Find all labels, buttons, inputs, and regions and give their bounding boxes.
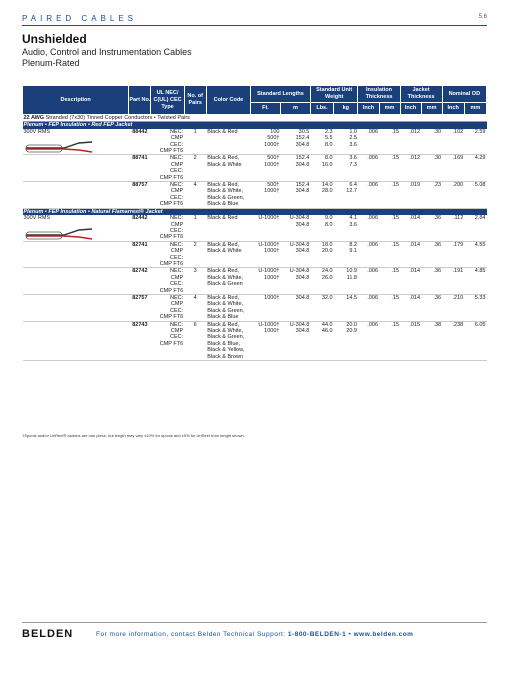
- od-inch: .102: [442, 129, 464, 155]
- nec-type-line: CMP FT6: [159, 287, 184, 294]
- weight-kg-line: 3.6: [349, 155, 357, 162]
- weight-kg-line: 4.1: [349, 215, 357, 222]
- col-jacket-thick: Jacket Thickness: [400, 86, 442, 103]
- weight-lbs-line: 2.3: [324, 128, 333, 135]
- jacket-inch: .015: [400, 321, 421, 360]
- length-ft: [251, 268, 281, 295]
- nec-type-line: CMP FT6: [159, 148, 184, 155]
- color-code: [206, 241, 250, 268]
- col-no-pairs: No. of Pairs: [184, 86, 206, 115]
- nec-type-line: CMP: [170, 188, 184, 195]
- od-inch: .179: [442, 241, 464, 268]
- insulation-inch: .006: [358, 182, 379, 209]
- pair-count: 6: [184, 321, 206, 360]
- page-title: Unshielded: [22, 32, 87, 46]
- weight-lbs-line: 14.0: [321, 182, 333, 189]
- weight-lbs: [310, 268, 333, 295]
- unit-ins-mm: mm: [379, 103, 400, 115]
- footer-contact: [96, 631, 413, 638]
- nec-type-line: CEC:: [170, 168, 184, 175]
- weight-lbs-line: 46.0: [321, 328, 333, 334]
- color-code-line: Black & Blue,: [207, 340, 240, 347]
- support-phone: 1-800-BELDEN-1: [287, 631, 347, 638]
- color-code-line: Black & Red,: [207, 155, 240, 162]
- nec-type-line: CEC:: [170, 141, 184, 148]
- unit-od-mm: mm: [464, 103, 486, 115]
- table-row: [23, 241, 487, 268]
- pair-count: 1: [184, 129, 206, 155]
- insulation-mm: .15: [379, 321, 400, 360]
- jacket-inch: .014: [400, 268, 421, 295]
- spec-body: [23, 115, 487, 361]
- color-code-line: Black & White,: [207, 188, 244, 195]
- nec-type-line: NEC:: [170, 215, 184, 222]
- length-ft-line: 500†: [267, 135, 280, 142]
- unit-od-inch: Inch: [442, 103, 464, 115]
- length-ft: [251, 129, 281, 155]
- col-color-code: Color Code: [206, 86, 250, 115]
- part-number: 82743: [129, 321, 151, 360]
- col-std-lengths: Standard Lengths: [251, 86, 311, 103]
- weight-kg: [334, 215, 358, 241]
- section-title: PAIRED CABLES: [22, 14, 137, 23]
- insulation-inch: .006: [358, 155, 379, 182]
- color-code-line: Black & White: [207, 248, 242, 255]
- weight-lbs: [310, 155, 333, 182]
- nec-type-line: CEC:: [170, 281, 184, 288]
- weight-lbs: [310, 241, 333, 268]
- jacket-inch: .012: [400, 129, 421, 155]
- nec-type-line: CMP: [170, 248, 184, 255]
- weight-lbs-line: 9.0: [324, 215, 333, 222]
- contact-separator: •: [346, 631, 354, 638]
- table-row: [23, 321, 487, 360]
- contact-text: For more information, contact Belden Technical Support:: [96, 631, 288, 638]
- weight-kg-line: 10.9: [346, 268, 357, 275]
- nec-type-line: CMP: [170, 328, 184, 334]
- length-m-line: 304.8: [295, 141, 310, 148]
- insulation-inch: .006: [358, 321, 379, 360]
- color-code-line: Black & Red,: [207, 241, 240, 248]
- color-code-line: Black & Red,: [207, 321, 240, 328]
- od-inch: .200: [442, 182, 464, 209]
- length-ft: [251, 294, 281, 321]
- cable-illustration-icon: [24, 225, 94, 241]
- col-ul-nec: UL NEC/ C(UL) CEC Type: [151, 86, 184, 115]
- footer-rule: [22, 622, 487, 623]
- jacket-inch: .014: [400, 241, 421, 268]
- section-header: [23, 208, 487, 215]
- length-ft-line: 500†: [267, 182, 280, 189]
- subtitle-2: Plenum-Rated: [22, 58, 80, 68]
- jacket-mm: .30: [421, 129, 442, 155]
- nec-type-line: CMP: [170, 301, 184, 308]
- weight-lbs: [310, 182, 333, 209]
- weight-kg-line: 1.0: [349, 128, 357, 135]
- insulation-mm: .15: [379, 215, 400, 241]
- col-part-no: Part No.: [129, 86, 151, 115]
- section-title-cell: Plenum • FEP Insulation • Red FEP Jacket: [23, 122, 487, 129]
- description-cell: [23, 215, 129, 241]
- nec-type-line: CEC:: [170, 334, 184, 341]
- jacket-inch: .014: [400, 215, 421, 241]
- nec-type-line: CMP: [170, 135, 184, 142]
- pair-count: 3: [184, 268, 206, 295]
- nec-type: [151, 294, 184, 321]
- pair-count: 4: [184, 294, 206, 321]
- color-code-line: Black & Yellow,: [207, 347, 245, 354]
- weight-kg: [334, 321, 358, 360]
- weight-kg-line: 12.7: [346, 188, 357, 195]
- weight-lbs-line: 26.0: [321, 274, 333, 281]
- nec-type: [151, 241, 184, 268]
- website-link[interactable]: www.belden.com: [353, 631, 414, 638]
- length-ft-line: U-1000†: [258, 241, 280, 248]
- color-code-line: Black & Green,: [207, 307, 245, 314]
- description-cell: [23, 129, 129, 155]
- nec-type-line: CMP FT6: [159, 314, 184, 321]
- unit-jac-mm: mm: [421, 103, 442, 115]
- length-m: [280, 241, 310, 268]
- subtitle-1: Audio, Control and Instrumentation Cables: [22, 47, 192, 57]
- weight-kg: [334, 129, 358, 155]
- nec-type-line: NEC:: [170, 155, 184, 162]
- weight-lbs-line: 16.0: [321, 161, 333, 168]
- length-m-line: U-304.8: [289, 268, 310, 275]
- insulation-inch: .006: [358, 215, 379, 241]
- insulation-mm: .15: [379, 155, 400, 182]
- nec-type-line: CMP FT6: [159, 174, 184, 181]
- color-code-line: Black & Blue: [207, 314, 239, 321]
- length-m-line: 30.5: [298, 128, 310, 135]
- pair-count: 1: [184, 215, 206, 241]
- weight-kg-line: 7.3: [349, 161, 357, 168]
- length-m-line: U-304.8: [289, 215, 310, 222]
- length-m: [280, 129, 310, 155]
- weight-lbs-line: 18.0: [321, 241, 333, 248]
- table-row: [23, 294, 487, 321]
- length-ft: [251, 155, 281, 182]
- weight-kg: [334, 155, 358, 182]
- unit-lbs: Lbs.: [310, 103, 333, 115]
- weight-lbs: [310, 129, 333, 155]
- weight-lbs-line: 24.0: [321, 268, 333, 275]
- unit-ft: Ft.: [251, 103, 281, 115]
- length-m-line: 304.8: [295, 248, 310, 255]
- nec-type-line: CMP FT6: [159, 234, 184, 241]
- weight-kg: [334, 241, 358, 268]
- insulation-mm: .15: [379, 182, 400, 209]
- weight-kg-line: 8.2: [349, 241, 357, 248]
- page-number: 5.6: [478, 14, 487, 20]
- od-mm: 4.85: [464, 268, 486, 295]
- weight-lbs: [310, 215, 333, 241]
- pair-count: 2: [184, 155, 206, 182]
- color-code-line: Black & Brown: [207, 353, 244, 360]
- part-number: 82741: [129, 241, 151, 268]
- part-number: 88442: [129, 129, 151, 155]
- od-mm: 2.59: [464, 129, 486, 155]
- color-code-line: Black & Green,: [207, 194, 245, 201]
- spec-table: [22, 85, 487, 361]
- awg-row: [23, 115, 487, 122]
- nec-type-line: CEC:: [170, 227, 184, 234]
- color-code: [206, 155, 250, 182]
- table-row: [23, 129, 487, 155]
- nec-type-line: NEC:: [170, 321, 184, 328]
- col-description: Description: [23, 86, 129, 115]
- od-mm: 6.05: [464, 321, 486, 360]
- nec-type-line: NEC:: [170, 182, 184, 189]
- voltage-rating: 300V RMS: [23, 215, 51, 222]
- pair-count: 4: [184, 182, 206, 209]
- insulation-inch: .006: [358, 241, 379, 268]
- description-cell: [23, 241, 129, 268]
- weight-lbs-line: 44.0: [321, 321, 333, 328]
- length-m-line: 304.8: [295, 161, 310, 168]
- od-mm: 5.08: [464, 182, 486, 209]
- weight-lbs-line: 8.0: [324, 221, 333, 228]
- insulation-mm: .15: [379, 294, 400, 321]
- weight-lbs: [310, 294, 333, 321]
- weight-kg-line: 20.9: [346, 328, 357, 334]
- awg-gauge: 22 AWG: [23, 115, 45, 121]
- nec-type: [151, 215, 184, 241]
- weight-kg-line: 2.5: [349, 135, 357, 142]
- color-code: [206, 294, 250, 321]
- color-code: [206, 321, 250, 360]
- jacket-inch: .012: [400, 155, 421, 182]
- length-m-line: 152.4: [295, 182, 310, 189]
- length-m-line: 152.4: [295, 155, 310, 162]
- od-inch: .238: [442, 321, 464, 360]
- length-ft-line: U-1000†: [258, 321, 280, 328]
- od-inch: .191: [442, 268, 464, 295]
- length-ft-line: 1000†: [264, 188, 280, 195]
- nec-type: [151, 155, 184, 182]
- nec-type-line: CEC:: [170, 254, 184, 261]
- weight-lbs-line: 20.0: [321, 248, 333, 255]
- color-code-line: Black & Red: [207, 128, 238, 135]
- description-cell: [23, 321, 129, 360]
- color-code-line: Black & Red,: [207, 294, 240, 301]
- jacket-mm: .36: [421, 215, 442, 241]
- length-m: [280, 268, 310, 295]
- header-rule: [22, 25, 487, 26]
- color-code-line: Black & Green,: [207, 334, 245, 341]
- od-mm: 5.33: [464, 294, 486, 321]
- nec-type: [151, 321, 184, 360]
- weight-kg-line: 20.0: [346, 321, 357, 328]
- color-code-line: Black & Green: [207, 281, 243, 288]
- length-m: [280, 294, 310, 321]
- voltage-rating: 300V RMS: [23, 128, 51, 135]
- length-m-line: 304.8: [295, 188, 310, 195]
- belden-logo: BELDEN: [22, 628, 74, 640]
- insulation-inch: .006: [358, 268, 379, 295]
- od-mm: 4.29: [464, 155, 486, 182]
- jacket-inch: .019: [400, 182, 421, 209]
- color-code: [206, 268, 250, 295]
- weight-lbs-line: 5.5: [324, 135, 333, 142]
- weight-lbs-line: 8.0: [324, 141, 333, 148]
- weight-kg-line: 14.5: [346, 294, 357, 301]
- length-ft: [251, 241, 281, 268]
- nec-type-line: NEC:: [170, 294, 184, 301]
- color-code-line: Black & Red,: [207, 182, 240, 189]
- awg-description: Stranded (7x30) Tinned Copper Conductors • Twisted Pairs: [44, 115, 190, 121]
- length-ft: [251, 215, 281, 241]
- jacket-mm: .38: [421, 321, 442, 360]
- insulation-inch: .006: [358, 294, 379, 321]
- jacket-mm: .36: [421, 268, 442, 295]
- part-number: 82442: [129, 215, 151, 241]
- description-cell: [23, 294, 129, 321]
- length-ft-line: 500†: [267, 155, 280, 162]
- col-nominal-od: Nominal OD: [442, 86, 486, 103]
- color-code-line: Black & Blue: [207, 201, 239, 208]
- description-cell: [23, 182, 129, 209]
- weight-kg: [334, 268, 358, 295]
- part-number: 82742: [129, 268, 151, 295]
- length-m-line: 304.8: [295, 221, 310, 228]
- weight-kg: [334, 182, 358, 209]
- weight-kg-line: 11.8: [346, 274, 357, 281]
- od-inch: .112: [442, 215, 464, 241]
- nec-type-line: CEC:: [170, 307, 184, 314]
- length-ft-line: 100: [270, 128, 280, 135]
- od-inch: .169: [442, 155, 464, 182]
- length-m-line: 304.8: [295, 274, 310, 281]
- nec-type-line: NEC:: [170, 128, 184, 135]
- unit-m: m: [280, 103, 310, 115]
- color-code-line: Black & White,: [207, 328, 244, 334]
- length-m: [280, 155, 310, 182]
- length-ft-line: 1000†: [264, 161, 280, 168]
- weight-kg-line: 3.6: [349, 221, 357, 228]
- insulation-mm: .15: [379, 268, 400, 295]
- insulation-inch: .006: [358, 129, 379, 155]
- od-mm: 2.84: [464, 215, 486, 241]
- length-m: [280, 182, 310, 209]
- part-number: 88757: [129, 182, 151, 209]
- jacket-mm: .30: [421, 155, 442, 182]
- unit-kg: kg: [334, 103, 358, 115]
- length-m: [280, 215, 310, 241]
- weight-kg-line: 6.4: [349, 182, 357, 189]
- description-cell: [23, 155, 129, 182]
- weight-lbs-line: 28.0: [321, 188, 333, 195]
- nec-type: [151, 268, 184, 295]
- length-ft-line: 1000†: [264, 274, 280, 281]
- length-m-line: 152.4: [295, 135, 310, 142]
- col-ins-thick: Insulation Thickness: [358, 86, 400, 103]
- nec-type: [151, 182, 184, 209]
- color-code-line: Black & White: [207, 161, 242, 168]
- unit-ins-inch: Inch: [358, 103, 379, 115]
- description-cell: [23, 268, 129, 295]
- nec-type-line: CMP FT6: [159, 201, 184, 208]
- weight-lbs-line: 32.0: [321, 294, 333, 301]
- length-m-line: 304.8: [295, 328, 310, 334]
- nec-type-line: CMP: [170, 274, 184, 281]
- color-code-line: Black & White,: [207, 301, 244, 308]
- length-m: [280, 321, 310, 360]
- pair-count: 2: [184, 241, 206, 268]
- weight-lbs: [310, 321, 333, 360]
- length-ft-line: 1000†: [264, 248, 280, 255]
- length-m-line: U-304.8: [289, 321, 310, 328]
- table-row: [23, 155, 487, 182]
- section-header: [23, 122, 487, 129]
- jacket-inch: .014: [400, 294, 421, 321]
- table-row: [23, 215, 487, 241]
- nec-type-line: CMP FT6: [159, 340, 184, 347]
- length-m-line: 304.8: [295, 294, 310, 301]
- nec-type-line: CEC:: [170, 194, 184, 201]
- nec-type-line: CMP FT6: [159, 260, 184, 267]
- color-code-line: Black & White,: [207, 274, 244, 281]
- length-ft-line: U-1000†: [258, 215, 280, 222]
- weight-kg-line: 9.1: [349, 248, 357, 255]
- weight-lbs-line: 8.0: [324, 155, 333, 162]
- jacket-mm: .36: [421, 241, 442, 268]
- part-number: 82757: [129, 294, 151, 321]
- insulation-mm: .15: [379, 129, 400, 155]
- color-code: [206, 215, 250, 241]
- color-code-line: Black & Red,: [207, 268, 240, 275]
- nec-type-line: NEC:: [170, 268, 184, 275]
- length-ft-line: 1000†: [264, 294, 280, 301]
- weight-kg: [334, 294, 358, 321]
- color-code-line: Black & Red: [207, 215, 238, 222]
- section-title-cell: Plenum • FEP Insulation • Natural Flamarrest® Jacket: [23, 208, 487, 215]
- unit-jac-inch: Inch: [400, 103, 421, 115]
- length-ft-line: 1000†: [264, 328, 280, 334]
- jacket-mm: .23: [421, 182, 442, 209]
- nec-type-line: CMP: [170, 221, 184, 228]
- color-code: [206, 182, 250, 209]
- part-number: 88741: [129, 155, 151, 182]
- table-row: [23, 182, 487, 209]
- jacket-mm: .36: [421, 294, 442, 321]
- weight-kg-line: 3.6: [349, 141, 357, 148]
- length-ft: [251, 321, 281, 360]
- table-row: [23, 268, 487, 295]
- awg-cell: [23, 115, 487, 122]
- length-ft-line: U-1000†: [258, 268, 280, 275]
- length-m-line: U-304.8: [289, 241, 310, 248]
- col-std-weight: Standard Unit Weight: [310, 86, 358, 103]
- cable-illustration-icon: [24, 138, 94, 154]
- nec-type-line: CMP: [170, 161, 184, 168]
- footnote: †Spools and/or UnReel® cartons are one piece, but length may vary ±10% for spools and ±5% for UnReel from length shown.: [22, 433, 245, 438]
- color-code: [206, 129, 250, 155]
- nec-type-line: NEC:: [170, 241, 184, 248]
- length-ft-line: 1000†: [264, 141, 280, 148]
- insulation-mm: .15: [379, 241, 400, 268]
- od-inch: .210: [442, 294, 464, 321]
- od-mm: 4.55: [464, 241, 486, 268]
- length-ft: [251, 182, 281, 209]
- nec-type: [151, 129, 184, 155]
